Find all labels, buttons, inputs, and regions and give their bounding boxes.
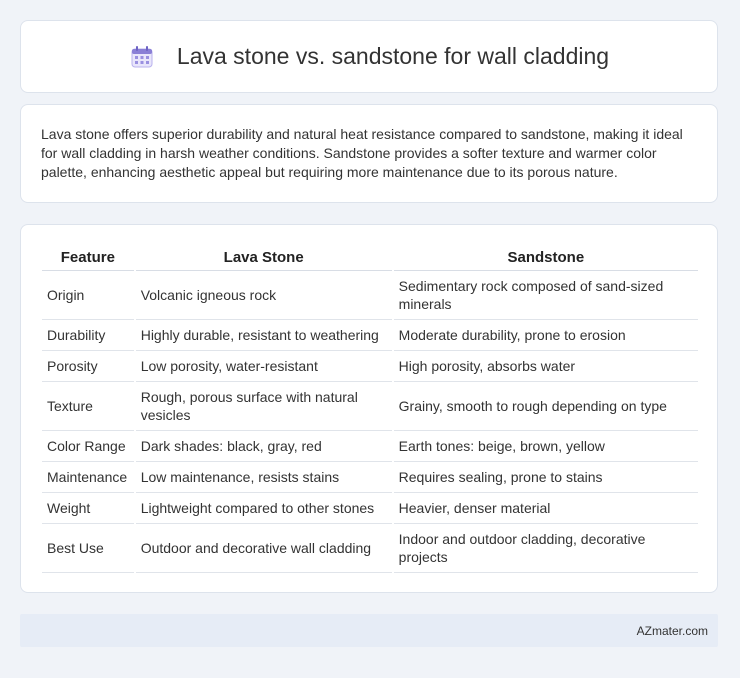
summary-text: Lava stone offers superior durability and natural heat resistance compared to sandstone, making it ideal for wall cladding in harsh weather conditions. Sandstone provides a softer texture and warmer color palette, enhancing aesthetic appeal but requiring more maintenance due to its porous nature. — [41, 126, 683, 180]
sandstone-cell: Moderate durability, prone to erosion — [394, 320, 698, 351]
column-header-sandstone: Sandstone — [394, 245, 698, 271]
comparison-table — [40, 245, 700, 573]
column-header-lava-stone: Lava Stone — [136, 245, 392, 271]
table-row — [42, 271, 698, 320]
column-header-feature: Feature — [42, 245, 134, 271]
sandstone-cell: Sedimentary rock composed of sand-sized minerals — [394, 271, 698, 320]
lava-stone-cell: Outdoor and decorative wall cladding — [136, 524, 392, 573]
lava-stone-cell: Lightweight compared to other stones — [136, 493, 392, 524]
feature-cell: Color Range — [42, 431, 134, 462]
feature-cell: Origin — [42, 271, 134, 320]
title-card — [20, 20, 718, 93]
table-row — [42, 351, 698, 382]
sandstone-cell: Grainy, smooth to rough depending on type — [394, 382, 698, 431]
sandstone-cell: Earth tones: beige, brown, yellow — [394, 431, 698, 462]
table-row — [42, 431, 698, 462]
lava-stone-cell: Rough, porous surface with natural vesicles — [136, 382, 392, 431]
feature-cell: Texture — [42, 382, 134, 431]
lava-stone-cell: Volcanic igneous rock — [136, 271, 392, 320]
sandstone-cell: Heavier, denser material — [394, 493, 698, 524]
feature-cell: Porosity — [42, 351, 134, 382]
sandstone-cell: High porosity, absorbs water — [394, 351, 698, 382]
footer-brand[interactable]: AZmater.com — [636, 623, 708, 638]
lava-stone-cell: Low maintenance, resists stains — [136, 462, 392, 493]
lava-stone-cell: Dark shades: black, gray, red — [136, 431, 392, 462]
calendar-icon — [129, 44, 155, 70]
table-row — [42, 524, 698, 573]
footer — [20, 614, 718, 647]
table-row — [42, 382, 698, 431]
page-title: Lava stone vs. sandstone for wall cladding — [176, 43, 610, 69]
table-row — [42, 493, 698, 524]
feature-cell: Durability — [42, 320, 134, 351]
comparison-table-card — [20, 224, 718, 593]
table-row — [42, 320, 698, 351]
sandstone-cell: Indoor and outdoor cladding, decorative projects — [394, 524, 698, 573]
table-row — [42, 462, 698, 493]
sandstone-cell: Requires sealing, prone to stains — [394, 462, 698, 493]
feature-cell: Weight — [42, 493, 134, 524]
feature-cell: Maintenance — [42, 462, 134, 493]
lava-stone-cell: Low porosity, water-resistant — [136, 351, 392, 382]
feature-cell: Best Use — [42, 524, 134, 573]
table-header-row — [42, 245, 698, 271]
summary-card — [20, 104, 718, 203]
lava-stone-cell: Highly durable, resistant to weathering — [136, 320, 392, 351]
